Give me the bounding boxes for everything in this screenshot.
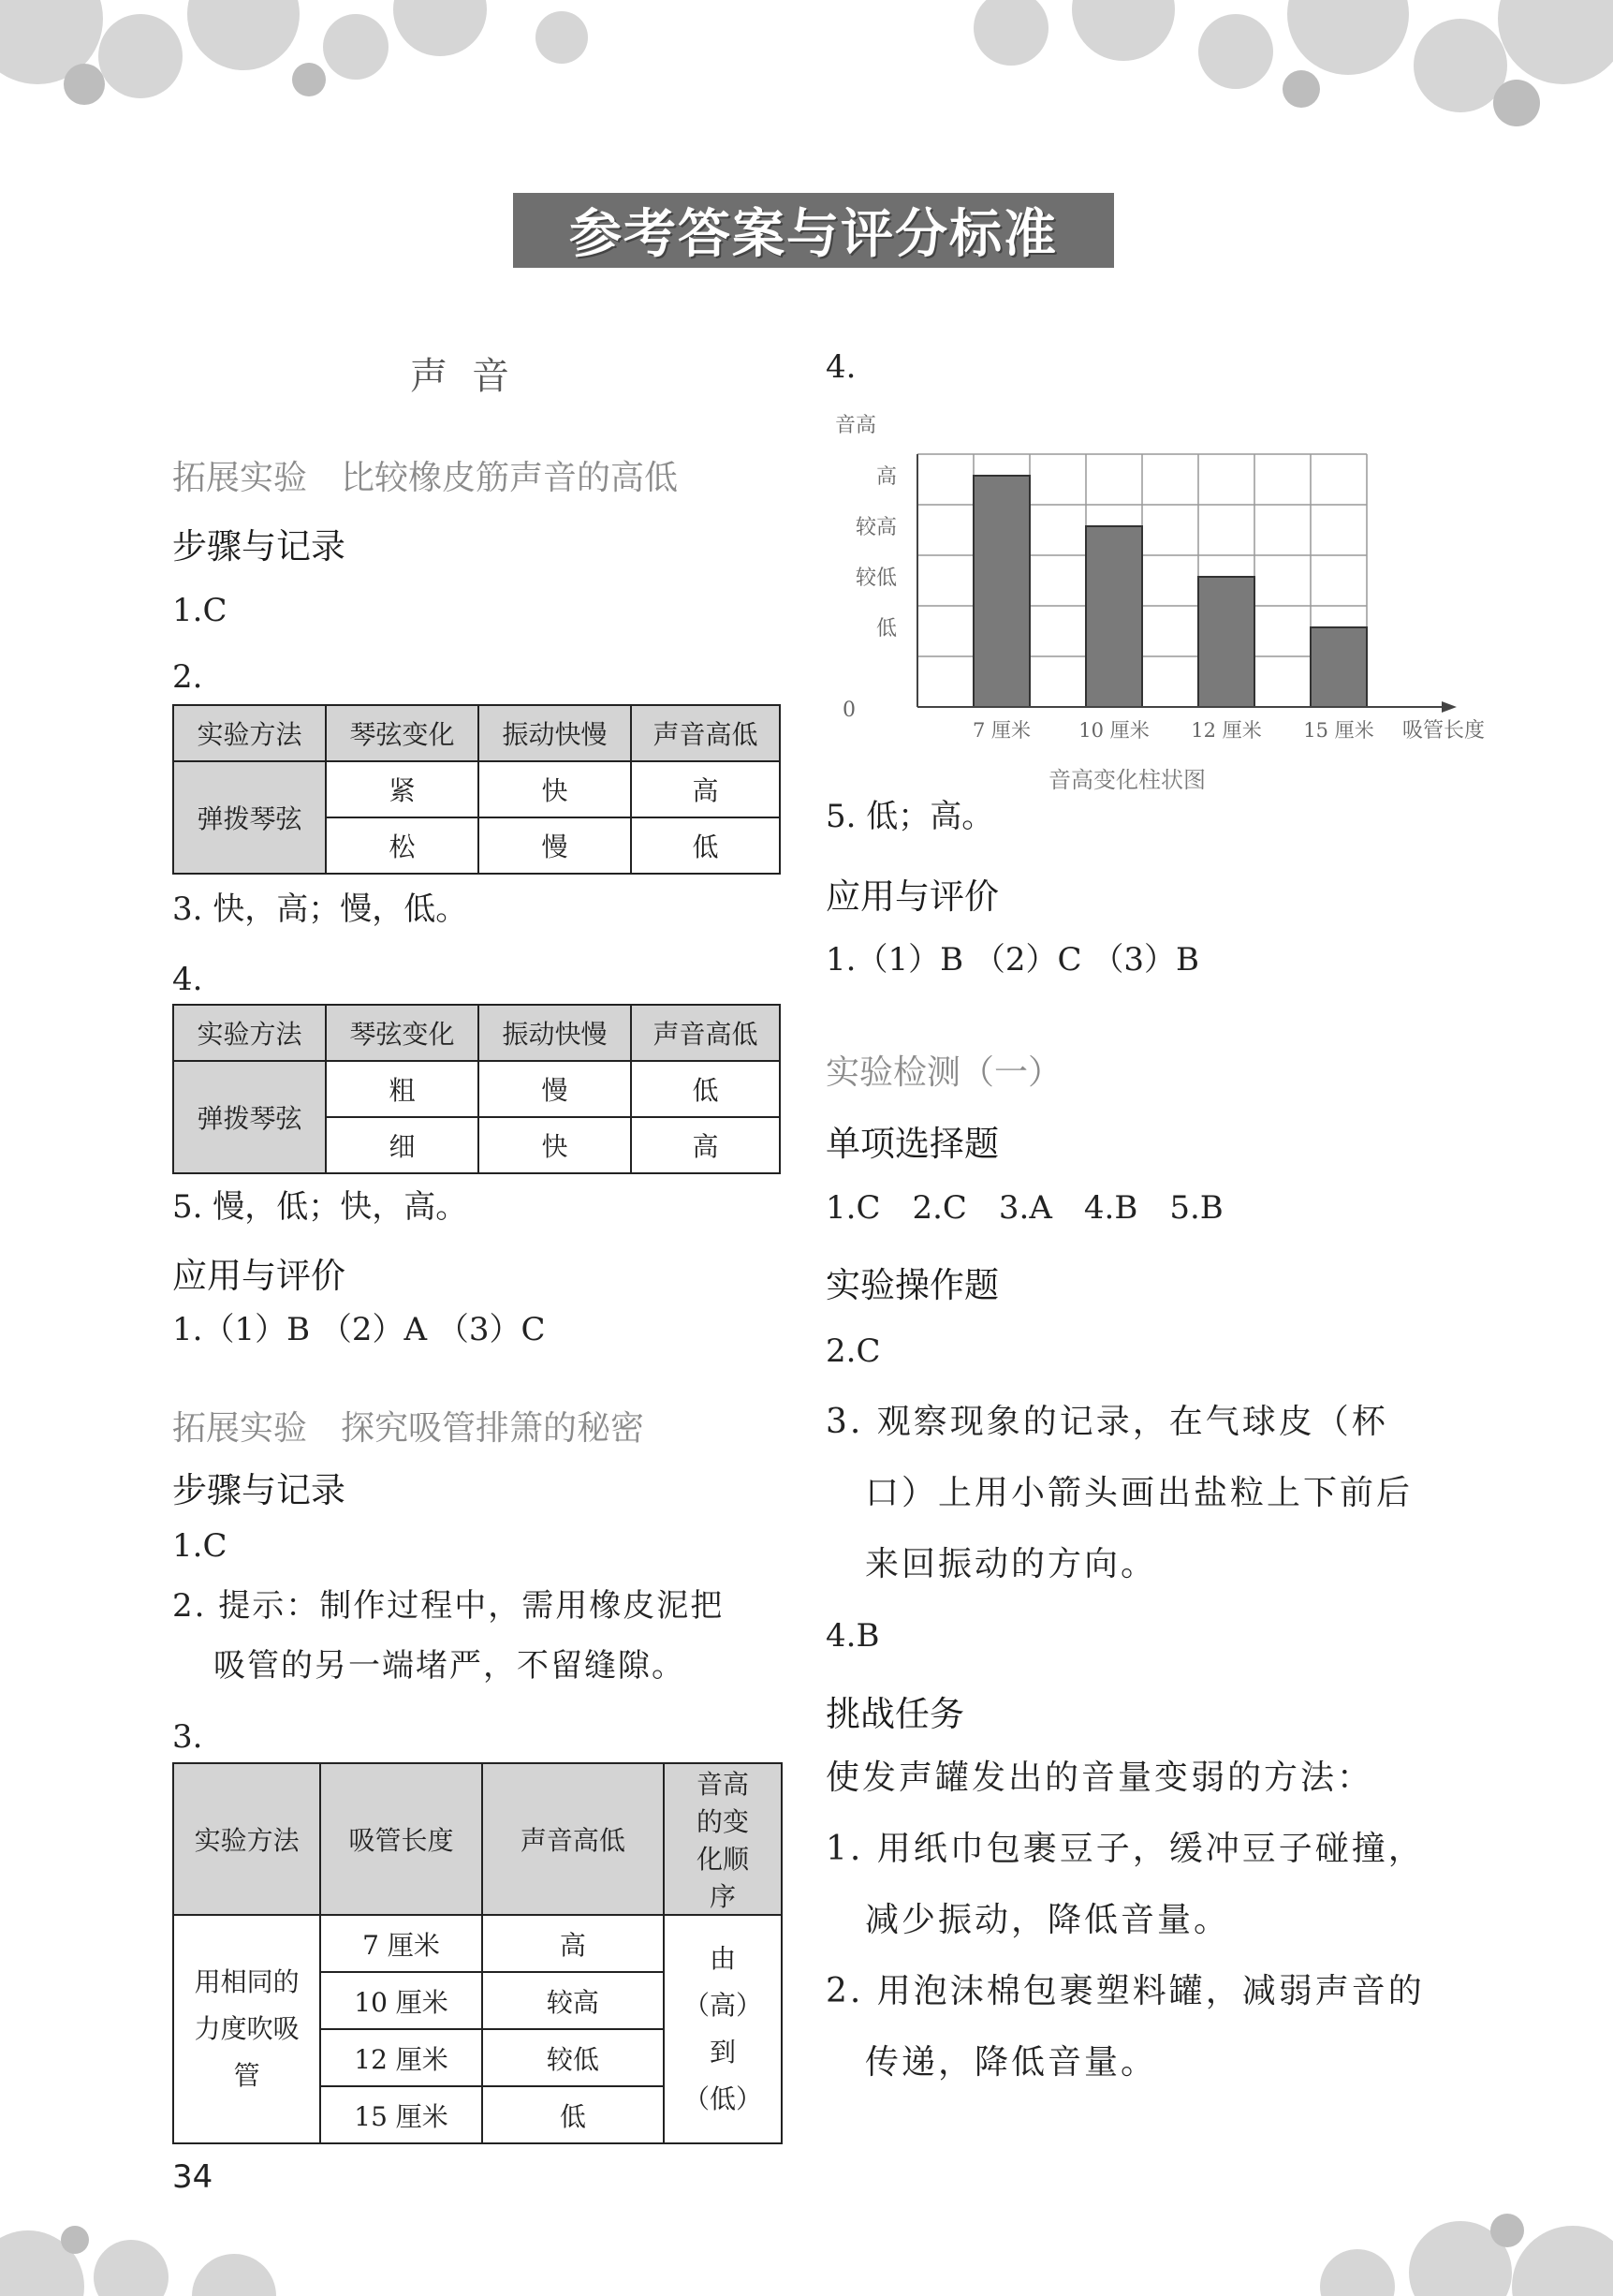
operation-answer-3-line3: 来回振动的方向。 <box>865 1545 1158 1583</box>
experiment-1-title: 拓展实验 比较橡皮筋声音的高低 <box>172 459 679 497</box>
table-header: 琴弦变化 <box>326 1005 478 1061</box>
answer-1-5: 5. 慢，低；快，高。 <box>172 1188 468 1226</box>
table-cell: 12 厘米 <box>320 2029 481 2086</box>
chart-origin-label: 0 <box>843 699 856 722</box>
operation-answer-2: 2.C <box>826 1332 881 1370</box>
test-title: 实验检测（一） <box>826 1053 1063 1092</box>
table-cell: 高 <box>631 761 780 817</box>
section-title: 声音 <box>410 355 534 398</box>
chart-x-tick-label: 12 厘米 <box>1191 719 1262 742</box>
challenge-2-line1: 2. 用泡沫棉包裹塑料罐，减弱声音的 <box>826 1972 1425 2010</box>
answer-1-4-label: 4. <box>172 961 203 998</box>
page-number: 34 <box>172 2158 213 2196</box>
table-cell: 高 <box>631 1117 780 1173</box>
chart-bars <box>856 465 1374 742</box>
table-cell: 低 <box>631 817 780 874</box>
table-header: 琴弦变化 <box>326 705 478 761</box>
operation-answer-3-line1: 3. 观察现象的记录，在气球皮（杯 <box>826 1403 1388 1441</box>
chart-y-axis-label: 音高 <box>835 414 877 437</box>
table-cell: 快 <box>478 761 631 817</box>
table-cell-method: 弹拨琴弦 <box>173 1061 326 1173</box>
chart-x-tick-label: 7 厘米 <box>972 719 1032 742</box>
table-header: 实验方法 <box>173 1005 326 1061</box>
table-cell: 10 厘米 <box>320 1972 481 2029</box>
operation-answer-3-line2: 口）上用小箭头画出盐粒上下前后 <box>865 1474 1414 1512</box>
table-header: 振动快慢 <box>478 1005 631 1061</box>
table-header: 实验方法 <box>173 705 326 761</box>
table-cell-order: 由（高）到（低） <box>664 1915 782 2143</box>
apply-heading-2: 应用与评价 <box>826 876 999 917</box>
chart-x-axis-label: 吸管长度 <box>1402 719 1486 743</box>
bottom-bubble-decoration <box>0 2184 1613 2296</box>
chart-x-tick-label: 15 厘米 <box>1303 719 1374 742</box>
answer-2-1: 1.C <box>172 1527 227 1565</box>
top-bubble-decoration <box>0 0 1613 140</box>
chart-x-tick-label: 10 厘米 <box>1078 719 1150 742</box>
challenge-intro: 使发声罐发出的音量变弱的方法： <box>826 1759 1374 1797</box>
chart-bar <box>1198 577 1254 707</box>
operation-answer-4: 4.B <box>826 1617 880 1655</box>
table-cell: 较高 <box>482 1972 664 2029</box>
chart-y-tick-label: 较高 <box>855 516 897 539</box>
string-table-1 <box>172 704 781 875</box>
table-cell: 7 厘米 <box>320 1915 481 1972</box>
table-header: 声音高低 <box>482 1763 664 1915</box>
answer-2-2-line1: 2. 提示：制作过程中，需用橡皮泥把 <box>172 1587 725 1625</box>
table-header: 声音高低 <box>631 1005 780 1061</box>
chart-bar <box>1311 627 1367 707</box>
challenge-heading: 挑战任务 <box>826 1694 964 1734</box>
challenge-2-line2: 传递，降低音量。 <box>865 2043 1158 2082</box>
steps-heading-2: 步骤与记录 <box>172 1470 345 1510</box>
apply-answer-2: 1.（1）B （2）C （3）B <box>826 941 1199 979</box>
table-header: 声音高低 <box>631 705 780 761</box>
chart-y-tick-label: 高 <box>875 465 897 489</box>
apply-heading-1: 应用与评价 <box>172 1256 345 1296</box>
answer-4-label: 4. <box>826 348 857 386</box>
page-title-banner: 参考答案与评分标准 <box>513 193 1114 268</box>
answer-1-1: 1.C <box>172 592 227 629</box>
chart-bar <box>974 476 1030 707</box>
operation-heading: 实验操作题 <box>826 1265 999 1305</box>
table-header: 振动快慢 <box>478 705 631 761</box>
answer-2-3-label: 3. <box>172 1718 203 1756</box>
apply-answer-1: 1.（1）B （2）A （3）C <box>172 1311 546 1348</box>
table-cell: 细 <box>326 1117 478 1173</box>
steps-heading-1: 步骤与记录 <box>172 526 345 567</box>
table-header: 吸管长度 <box>320 1763 481 1915</box>
challenge-1-line2: 减少振动，降低音量。 <box>865 1901 1231 1939</box>
table-cell: 15 厘米 <box>320 2086 481 2143</box>
table-cell: 快 <box>478 1117 631 1173</box>
table-cell-method: 用相同的力度吹吸管 <box>173 1915 320 2143</box>
chart-title: 音高变化柱状图 <box>1048 767 1206 793</box>
table-cell: 粗 <box>326 1061 478 1117</box>
string-table-2 <box>172 1004 781 1174</box>
chart-y-tick-label: 低 <box>875 617 897 640</box>
x-axis-arrow <box>1442 701 1457 713</box>
table-header: 音高的变化顺序 <box>664 1763 782 1915</box>
pitch-bar-chart <box>805 398 1486 810</box>
experiment-2-title: 拓展实验 探究吸管排箫的秘密 <box>172 1409 645 1448</box>
chart-y-tick-label: 较低 <box>855 567 897 590</box>
single-choice-heading: 单项选择题 <box>826 1124 999 1164</box>
table-cell: 低 <box>631 1061 780 1117</box>
table-cell: 低 <box>482 2086 664 2143</box>
chart-bar <box>1086 526 1142 707</box>
answer-1-2-label: 2. <box>172 658 203 696</box>
table-cell-method: 弹拨琴弦 <box>173 761 326 874</box>
straw-table <box>172 1762 783 2144</box>
table-cell: 松 <box>326 817 478 874</box>
table-cell: 较低 <box>482 2029 664 2086</box>
table-cell: 高 <box>482 1915 664 1972</box>
table-cell: 慢 <box>478 1061 631 1117</box>
answer-2-2-line2: 吸管的另一端堵严，不留缝隙。 <box>213 1647 685 1685</box>
table-header: 实验方法 <box>173 1763 320 1915</box>
table-cell: 慢 <box>478 817 631 874</box>
answer-1-3: 3. 快，高；慢，低。 <box>172 890 468 928</box>
table-cell: 紧 <box>326 761 478 817</box>
answer-5: 5. 低；高。 <box>826 798 994 835</box>
challenge-1-line1: 1. 用纸巾包裹豆子，缓冲豆子碰撞， <box>826 1830 1425 1868</box>
single-choice-answers: 1.C 2.C 3.A 4.B 5.B <box>826 1189 1224 1227</box>
